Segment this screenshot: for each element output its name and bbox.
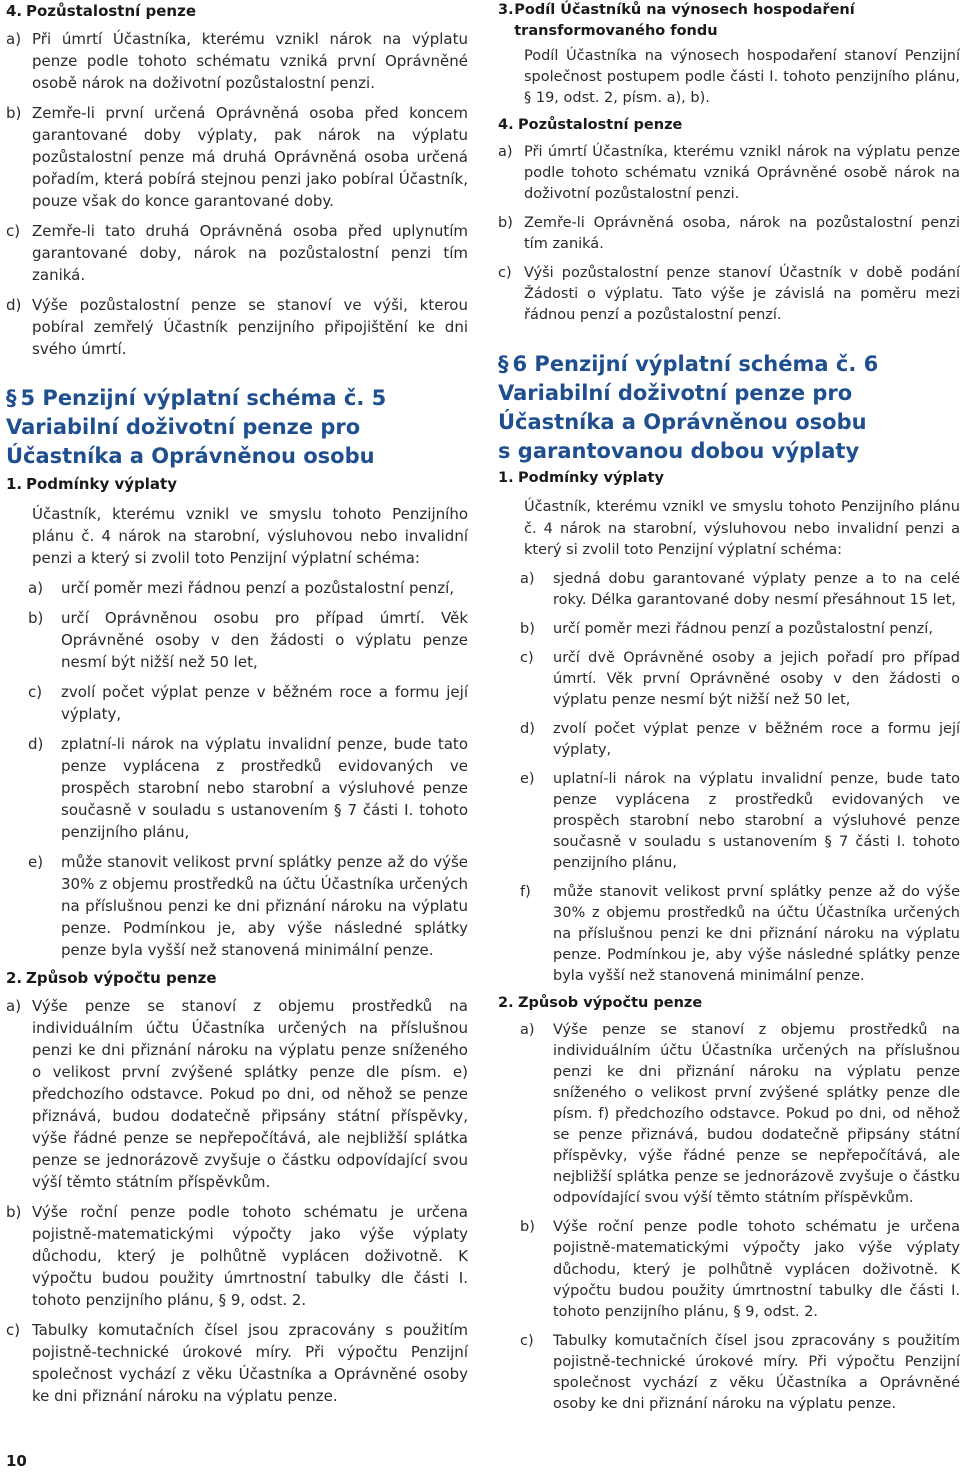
item-label: a) — [498, 144, 513, 161]
list-item — [498, 1331, 960, 1415]
item-text: zplatní-li nárok na výplatu invalidní penze, bude tato penze vyplácena z prostředků evidovaných ve prospěch starobní nebo starobní a výsluhové penze současně v souladu s ustanovením § 7 části I. tohoto penzijního plánu, — [61, 735, 468, 841]
list-item — [498, 1020, 960, 1209]
item-text: určí poměr mezi řádnou penzí a pozůstalostní penzí, — [61, 579, 455, 597]
item-label: b) — [6, 1203, 22, 1221]
schema-title-line: 5 Penzijní výplatní schéma č. 5 — [20, 386, 387, 410]
paragraph-sign: § — [6, 386, 17, 410]
list-item — [6, 28, 468, 94]
list-item — [498, 882, 960, 987]
section-number: 4. — [6, 2, 23, 20]
item-label: c) — [6, 1321, 21, 1339]
item-label: b) — [6, 104, 22, 122]
section-title: Podmínky výplaty — [26, 475, 177, 493]
schema-title-line: Variabilní doživotní penze pro — [498, 381, 853, 406]
item-label: a) — [6, 30, 22, 48]
section-heading-zpusob-vypoctu — [6, 967, 468, 989]
schema-title-line: Účastníka a Oprávněnou osobu — [498, 410, 867, 435]
list-item — [498, 142, 960, 205]
schema-heading-5 — [6, 384, 468, 471]
list-item — [498, 619, 960, 640]
item-text: Výše roční penze podle tohoto schématu je určena pojistně-matematickými výpočty jako výše výplaty důchodu, který je polhůtně vyplácen doživotně. K výpočtu budou použity úmrtnostní tabulky dle části I. tohoto penzijního plánu, § 9, odst. 2. — [32, 1203, 468, 1309]
item-label: c) — [28, 683, 43, 701]
item-text: Tabulky komutačních čísel jsou zpracovány s použitím pojistně-technické úrokové míry. Při výpočtu Penzijní společnost vychází z věku Účastníka a Oprávněné osoby ke dni přiznání nároku na výplatu penze. — [553, 1332, 960, 1412]
schema-heading-6 — [498, 350, 960, 466]
section-title: Pozůstalostní penze — [26, 2, 197, 20]
item-text: Zemře-li Oprávněná osoba, nárok na pozůstalostní penzi tím zaniká. — [524, 215, 960, 253]
section-number: 2. — [498, 995, 514, 1012]
list-item — [6, 995, 468, 1193]
item-text: uplatní-li nárok na výplatu invalidní penze, bude tato penze vyplácena z prostředků evidovaných ve prospěch starobní nebo starobní a výsluhové penze současně v souladu s ustanovením § 7 části I. tohoto penzijního plánu, — [553, 770, 960, 871]
body-paragraph: Podíl Účastníka na výnosech hospodaření stanoví Penzijní společnost postupem podle části I. tohoto penzijního plánu, § 19, odst. 2, písm. a), b). — [524, 48, 960, 107]
list-item — [6, 1319, 468, 1407]
section-heading-pozustalostni-penze — [6, 0, 468, 22]
list-item — [6, 681, 468, 725]
item-text: může stanovit velikost první splátky penze až do výše 30% z objemu prostředků na účtu Účastníka určených na příslušnou penzi ke dni přiznání nároku na výplatu penze. Podmínkou je, aby výše následné splátky penze byla vyšší než stanovená minimální penze. — [61, 853, 468, 959]
item-text: určí dvě Oprávněné osoby a jejich pořadí pro případ úmrtí. Věk první Oprávněné osoby v den žádosti o výplatu penze nesmí být nižší než 50 let, — [553, 649, 960, 708]
section-heading-zpusob-vypoctu — [498, 993, 960, 1014]
item-text: zvolí počet výplat penze v běžném roce a formu její výplaty, — [61, 683, 468, 723]
section-number: 1. — [498, 470, 514, 487]
item-label: b) — [28, 609, 44, 627]
section-number: 4. — [498, 117, 514, 134]
item-label: a) — [28, 579, 44, 597]
right-column — [498, 0, 960, 1415]
left-column — [6, 0, 468, 1407]
section-number: 3. — [498, 2, 514, 18]
schema-title-line: Variabilní doživotní penze pro — [6, 415, 361, 439]
item-label: a) — [6, 997, 22, 1015]
list-item — [6, 577, 468, 599]
item-label: d) — [28, 735, 44, 753]
section-number: 2. — [6, 969, 23, 987]
item-label: c) — [498, 265, 512, 282]
item-label: b) — [520, 1219, 535, 1236]
section-heading-podil-ucastniku — [498, 0, 960, 42]
item-label: e) — [28, 853, 44, 871]
page-number: 10 — [6, 1452, 27, 1470]
list-item — [498, 648, 960, 711]
list-item — [498, 263, 960, 326]
section-title: Podíl Účastníků na výnosech hospodaření transformovaného fondu — [514, 2, 855, 40]
section-title: Pozůstalostní penze — [518, 117, 683, 134]
list-item — [6, 733, 468, 843]
list-item — [6, 102, 468, 212]
item-text: Výše roční penze podle tohoto schématu je určena pojistně-matematickými výpočty jako výše výplaty důchodu, který je polhůtně vyplácen doživotně. K výpočtu budou použity úmrtnostní tabulky dle části I. tohoto penzijního plánu, § 9, odst. 2. — [553, 1219, 960, 1320]
list-item — [6, 294, 468, 360]
item-text: Při úmrtí Účastníka, kterému vznikl nárok na výplatu penze podle tohoto schématu vzniká Oprávněné osobě nárok na doživotní pozůstalostní penzi. — [524, 144, 960, 203]
item-label: b) — [520, 620, 535, 637]
paragraph-sign: § — [498, 352, 509, 377]
item-label: f) — [520, 883, 531, 900]
item-text: Výše penze se stanoví z objemu prostředků na individuálním účtu Účastníka určených na příslušnou penzi ke dni přiznání nároku na výplatu penze sníženého o velikost první zvýšené splátky penze dle písm. e) předchozího odstavce. Pokud po dni, od něhož se penze přiznává, budou dodatečně připsány státní příspěvky, výše řádné penze se nepřepočítává, ale nejbližší splátka penze se jednorázově zvyšuje o částku odpovídající svou výší těmto státním příspěvkům. — [32, 997, 468, 1191]
list-item — [6, 607, 468, 673]
item-text: Při úmrtí Účastníka, kterému vznikl nárok na výplatu penze podle tohoto schématu vzniká první Oprávněné osobě nárok na doživotní pozůstalostní penzi. — [32, 30, 468, 92]
item-text: určí Oprávněnou osobu pro případ úmrtí. Věk Oprávněné osoby v den žádosti o výplatu penze nesmí být nižší než 50 let, — [61, 609, 468, 671]
section-title: Způsob výpočtu penze — [518, 995, 703, 1012]
item-label: a) — [520, 570, 535, 587]
item-text: sjedná dobu garantované výplaty penze a to na celé roky. Délka garantované doby nesmí přesáhnout 15 let, — [553, 570, 960, 608]
list-item — [6, 220, 468, 286]
list-item — [498, 1217, 960, 1322]
item-text: Zemře-li tato druhá Oprávněná osoba před uplynutím garantované doby, nárok na pozůstalostní penzi tím zaniká. — [32, 222, 468, 284]
item-label: b) — [498, 215, 513, 232]
item-label: c) — [520, 649, 534, 666]
schema-title-line: 6 Penzijní výplatní schéma č. 6 — [512, 352, 879, 377]
intro-paragraph: Účastník, kterému vznikl ve smyslu tohoto Penzijního plánu č. 4 nárok na starobní, výsluhovou nebo invalidní penzi a který si zvolil toto Penzijní výplatní schéma: — [32, 505, 468, 567]
item-label: a) — [520, 1022, 535, 1039]
item-text: Výše pozůstalostní penze se stanoví ve výši, kterou pobíral zemřelý Účastník penzijního připojištění ke dni svého úmrtí. — [32, 296, 468, 358]
schema-title-line: s garantovanou dobou výplaty — [498, 439, 860, 464]
item-text: Výše penze se stanoví z objemu prostředků na individuálním účtu Účastníka určených na příslušnou penzi ke dni přiznání nároku na výplatu penze sníženého o velikost první zvýšené splátky penze dle písm. f) předchozího odstavce. Pokud po dni, od něhož se penze přiznává, budou dodatečně připsány státní příspěvky, výše řádné penze se nepřepočítává, ale nejbližší splátka penze se jednorázově zvyšuje o částku odpovídající svou výší těmto státním příspěvkům. — [553, 1022, 960, 1207]
item-label: d) — [520, 720, 535, 737]
list-item — [6, 851, 468, 961]
item-label: c) — [6, 222, 21, 240]
list-item — [498, 569, 960, 611]
section-number: 1. — [6, 475, 23, 493]
item-text: Tabulky komutačních čísel jsou zpracovány s použitím pojistně-technické úrokové míry. Při výpočtu Penzijní společnost vychází z věku Účastníka a Oprávněné osoby ke dni přiznání nároku na výplatu penze. — [32, 1321, 468, 1405]
section-heading-podminky-vyplaty — [6, 473, 468, 495]
section-title: Způsob výpočtu penze — [26, 969, 217, 987]
item-label: d) — [6, 296, 22, 314]
item-text: může stanovit velikost první splátky penze až do výše 30% z objemu prostředků na účtu Účastníka určených na příslušnou penzi ke dni přiznání nároku na výplatu penze. Podmínkou je, aby výše následné splátky penze byla vyšší než stanovená minimální penze. — [553, 883, 960, 985]
section-title: Podmínky výplaty — [518, 470, 664, 487]
item-text: Výši pozůstalostní penze stanoví Účastník v době podání Žádosti o výplatu. Tato výše je závislá na poměru mezi řádnou penzí a pozůstalostní penzí. — [524, 265, 960, 324]
item-label: e) — [520, 770, 535, 787]
intro-paragraph: Účastník, kterému vznikl ve smyslu tohoto Penzijního plánu č. 4 nárok na starobní, výsluhovou nebo invalidní penzi a který si zvolil toto Penzijní výplatní schéma: — [524, 499, 960, 558]
item-label: c) — [520, 1332, 534, 1349]
item-text: Zemře-li první určená Oprávněná osoba před koncem garantované doby výplaty, pak nárok na výplatu pozůstalostní penze má druhá Oprávněná osoba určená pořadím, která pobírá stejnou penzi jako pobíral Účastník, pouze však do konce garantované doby. — [32, 104, 468, 210]
list-item — [6, 1201, 468, 1311]
item-text: určí poměr mezi řádnou penzí a pozůstalostní penzí, — [553, 620, 933, 637]
list-item — [498, 213, 960, 255]
schema-title-line: Účastníka a Oprávněnou osobu — [6, 444, 375, 468]
list-item — [498, 769, 960, 874]
item-text: zvolí počet výplat penze v běžném roce a formu její výplaty, — [553, 720, 960, 758]
section-heading-podminky-vyplaty — [498, 468, 960, 489]
section-heading-pozustalostni-penze — [498, 115, 960, 136]
list-item — [498, 719, 960, 761]
